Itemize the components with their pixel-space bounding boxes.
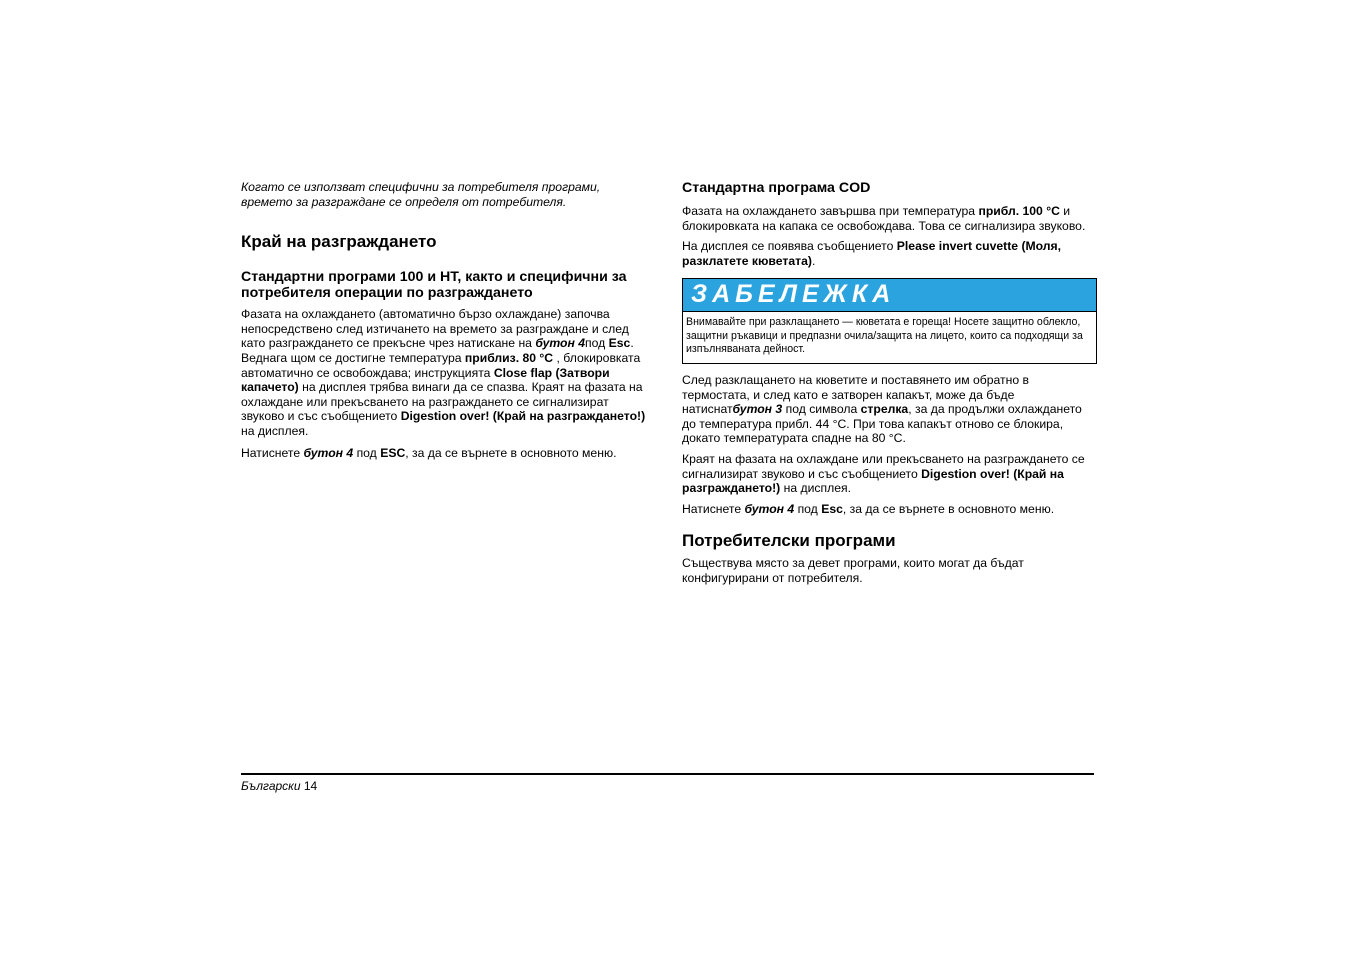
paragraph-after-shaking: След разклащането на кюветите и поставянето им обратно в термостата, и след като е затворен капакът, може да бъде натиснатбутон 3 под символа стрелка, за да продължи охлаждането до температура прибл. 44 °C. При това капакът отново се блокира, докато температурата спадне на 80 °C. xyxy=(682,372,1082,446)
paragraph-user-programs: Съществува място за девет програми, които могат да бъдат конфигурирани от потребителя. xyxy=(682,556,1024,585)
note-heading: ЗАБЕЛЕЖКА xyxy=(683,279,1096,312)
right-column xyxy=(682,180,1097,586)
page-footer xyxy=(241,779,317,793)
paragraph-end-of-cooling: Краят на фазата на охлаждане или прекъсването на разграждането се сигнализират звуково и със съобщението Digestion over! (Край на разграждането!) на дисплея. xyxy=(682,451,1085,496)
note-box xyxy=(682,278,1097,364)
footer-language: Български xyxy=(241,779,301,793)
paragraph-cooling-phase: Фазата на охлаждането (автоматично бързо охлаждане) започва непосредствено след изтичането на времето за разграждане и след като разграждането се прекъсне чрез натискане на бутон 4под Esc. Веднага щом се достигне температура приблиз. 80 °C , блокировката автоматично се освобождава; инструкцията Close flap (Затвори капачето) на дисплея трябва винаги да се спазва. Краят на фазата на охлаждане или прекъсването на разграждането се сигнализират звуково и със съобщението Digestion over! (Край на разграждането!) на дисплея. xyxy=(241,307,646,438)
paragraph-press-button-right: Натиснете бутон 4 под Esc, за да се върнете в основното меню. xyxy=(682,501,1055,516)
subsection-title-standard-programs: Стандартни програми 100 и HT, както и специфични за потребителя операции по разграждането xyxy=(241,269,627,302)
intro-note: Когато се използват специфични за потребителя програми, времето за разграждане се определя от потребителя. xyxy=(241,180,601,209)
paragraph-press-button-left: Натиснете бутон 4 под ESC, за да се върнете в основното меню. xyxy=(241,445,617,460)
subsection-title-cod: Стандартна програма COD xyxy=(682,180,871,196)
paragraph-invert-cuvette: На дисплея се появява съобщението Please invert cuvette (Моля, разклатете кюветата). xyxy=(682,239,1062,268)
footer-divider xyxy=(241,773,1094,775)
note-body: Внимавайте при разклащането — кюветата е гореща! Носете защитно облекло, защитни ръкавици и предпазни очила/защита на лицето, които са подходящи за изпълняваната дейност. xyxy=(686,316,1083,355)
page-number: 14 xyxy=(303,779,318,793)
left-column xyxy=(241,180,653,460)
section-title-user-programs: Потребителски програми xyxy=(682,531,896,551)
paragraph-cod-cooling: Фазата на охлаждането завършва при температура прибл. 100 °C и блокировката на капака се освобождава. Това се сигнализира звуково. xyxy=(682,204,1086,233)
section-title-end-of-digestion: Край на разграждането xyxy=(241,232,437,252)
